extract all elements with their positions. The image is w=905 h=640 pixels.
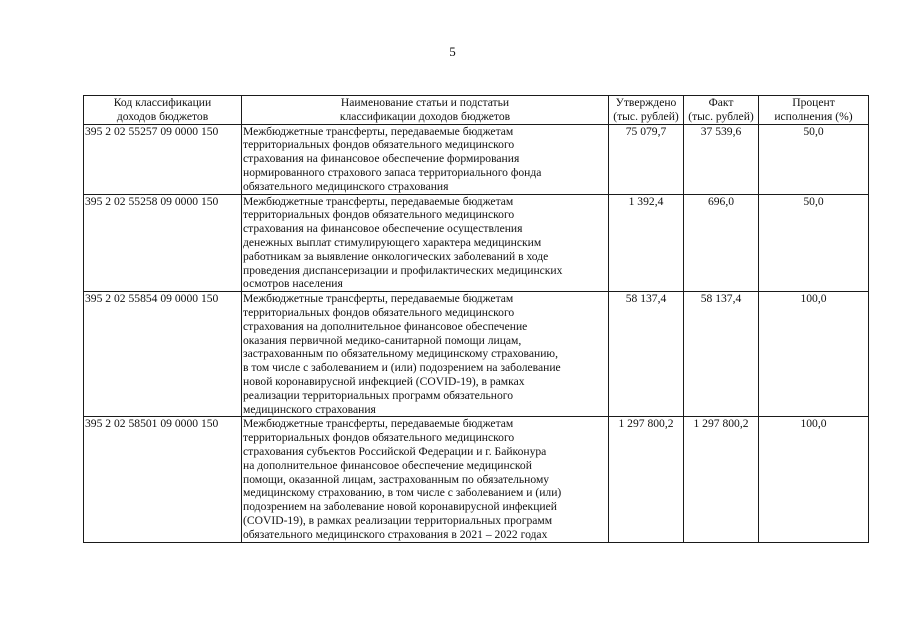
table-row xyxy=(84,194,869,292)
row-fact: 58 137,4 xyxy=(684,292,759,417)
row-approved: 58 137,4 xyxy=(609,292,684,417)
row-percent: 50,0 xyxy=(759,124,869,194)
row-name: Межбюджетные трансферты, передаваемые бюджетам территориальных фондов обязательного медицинского страхования на финансовое обеспечение осуществления денежных выплат стимулирующего характера медицинским работникам за выявление онкологических заболеваний в ходе проведения диспансеризации и профилактических медицинских осмотров населения xyxy=(242,194,609,292)
header-fact: Факт (тыс. рублей) xyxy=(684,96,759,125)
row-fact: 1 297 800,2 xyxy=(684,417,759,542)
header-approved: Утверждено (тыс. рублей) xyxy=(609,96,684,125)
row-percent: 50,0 xyxy=(759,194,869,292)
table-row xyxy=(84,417,869,542)
table-row xyxy=(84,292,869,417)
row-code: 395 2 02 55258 09 0000 150 xyxy=(84,194,242,292)
row-name: Межбюджетные трансферты, передаваемые бюджетам территориальных фондов обязательного медицинского страхования на финансовое обеспечение формирования нормированного страхового запаса территориального фонда обязательного медицинского страхования xyxy=(242,124,609,194)
row-percent: 100,0 xyxy=(759,417,869,542)
row-approved: 1 392,4 xyxy=(609,194,684,292)
row-fact: 37 539,6 xyxy=(684,124,759,194)
table-header-row xyxy=(84,96,869,125)
header-name: Наименование статьи и подстатьи классификации доходов бюджетов xyxy=(242,96,609,125)
header-percent: Процент исполнения (%) xyxy=(759,96,869,125)
row-name: Межбюджетные трансферты, передаваемые бюджетам территориальных фондов обязательного медицинского страхования на дополнительное финансовое обеспечение оказания первичной медико-санитарной помощи лицам, застрахованным по обязательному медицинскому страхованию, в том числе с заболеванием и (или) подозрением на заболевание новой коронавирусной инфекцией (COVID-19), в рамках реализации территориальных программ обязательного медицинского страхования xyxy=(242,292,609,417)
row-approved: 1 297 800,2 xyxy=(609,417,684,542)
row-fact: 696,0 xyxy=(684,194,759,292)
row-approved: 75 079,7 xyxy=(609,124,684,194)
row-name: Межбюджетные трансферты, передаваемые бюджетам территориальных фондов обязательного медицинского страхования субъектов Российской Федерации и г. Байконура на дополнительное финансовое обеспечение медицинской помощи, оказанной лицам, застрахованным по обязательному медицинскому страхованию, в том числе с заболеванием и (или) подозрением на заболевание новой коронавирусной инфекцией (COVID-19), в рамках реализации территориальных программ обязательного медицинского страхования в 2021 – 2022 годах xyxy=(242,417,609,542)
page-number: 5 xyxy=(449,44,456,59)
row-code: 395 2 02 55854 09 0000 150 xyxy=(84,292,242,417)
budget-revenue-table xyxy=(83,95,869,543)
row-code: 395 2 02 55257 09 0000 150 xyxy=(84,124,242,194)
row-percent: 100,0 xyxy=(759,292,869,417)
header-code: Код классификации доходов бюджетов xyxy=(84,96,242,125)
row-code: 395 2 02 58501 09 0000 150 xyxy=(84,417,242,542)
table-row xyxy=(84,124,869,194)
